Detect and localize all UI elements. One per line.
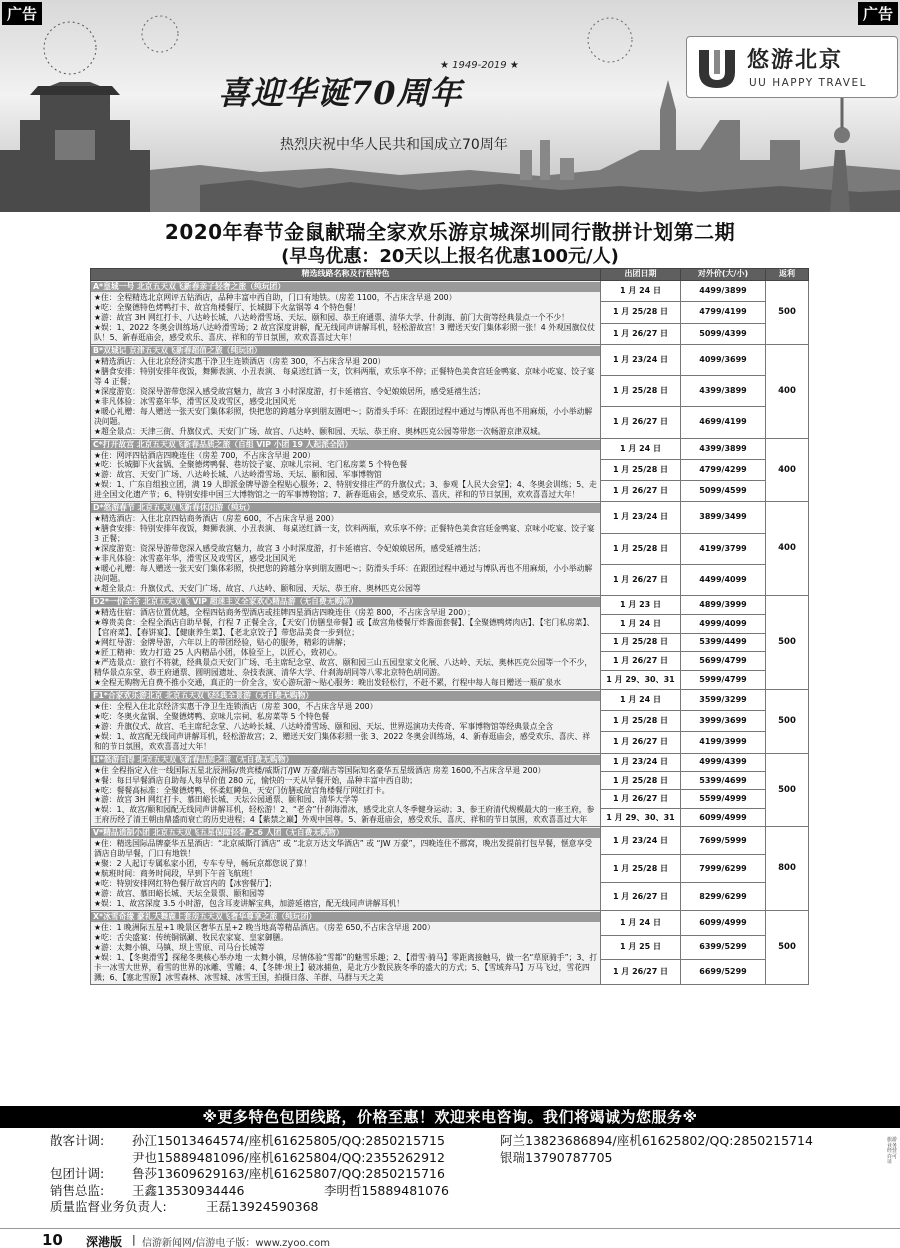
package-description [91, 502, 601, 596]
page-footer [0, 1228, 900, 1248]
footer-separator: | [132, 1233, 136, 1246]
departure-date: 1 月 26/27 日 [601, 790, 681, 808]
departure-date: 1 月 25/28 日 [601, 633, 681, 652]
departure-date: 1 月 23/24 日 [601, 753, 681, 771]
package-feature-line: ★超全景点：天津三街、升旗仪式、天安门广场、故宫、八达岭、颐和园、天坛、恭王府、奥林匹克公园等带您一次畅游京津双城。 [94, 426, 546, 436]
ad-label-left: 广告 [2, 2, 42, 25]
table-row [91, 689, 809, 710]
package-feature-line: ★住：全程精选北京网评五钻酒店，品种丰富中西自助，门口有地铁。（房差 1100，不占床含早退 200） [94, 292, 457, 302]
departure-date: 1 月 26/27 日 [601, 883, 681, 911]
departure-date: 1 月 26/27 日 [601, 481, 681, 502]
package-feature-line: ★吃：冬奥火盆锅、全聚德烤鸭、京味儿宗祠、私房菜等 5 个特色餐 [94, 711, 330, 721]
departure-date: 1 月 24 日 [601, 438, 681, 459]
package-feature-line: ★聚：2 人起订专属私家小团，专车专导，畅玩京都您说了算！ [94, 859, 312, 869]
contact-entry: 尹也15889481096/座机61625804/QQ:2355262912 [132, 1149, 445, 1165]
package-feature-line: ★住：网评四钻酒店四晚连住（房差 700，不占床含早退 200） [94, 450, 316, 460]
package-feature-line: ★网红导游：金牌导游，六年以上的带团经验，贴心的服务，精彩的讲解； [94, 637, 351, 647]
contact-entry: 王磊13924590368 [206, 1199, 319, 1215]
package-feature-line: ★精选酒店：入住北京四钻商务酒店（房差 600，不占床含早退 200） [94, 514, 339, 524]
package-name: D*悠游春节 北京五天双飞新春休闲游（纯玩） [91, 503, 600, 513]
departure-date: 1 月 29、30、31 [601, 671, 681, 690]
departure-price: 4999/4399 [681, 753, 766, 771]
table-row [91, 911, 809, 936]
celebration-banner [0, 0, 900, 212]
early-bird-subtitle: (早鸟优惠：20天以上报名优惠100元/人) [281, 246, 619, 267]
departure-date: 1 月 26/27 日 [601, 323, 681, 344]
departure-price: 5399/4699 [681, 772, 766, 790]
package-name: C*打开故宫 北京五天双飞新春品质之旅（自组 VIP 小团 19 人起派全陪） [91, 440, 600, 450]
package-name: X*冰雪奇缘 豪礼大舞鹿上套房五天双飞奢华尊享之旅（纯玩团） [91, 912, 600, 922]
rebate-amount: 500 [766, 596, 809, 690]
departure-date: 1 月 26/27 日 [601, 564, 681, 595]
package-feature-line: ★娱：1、故宫配无线同声讲解耳机，轻松游故宫；2、赠送天安门集体彩照一张 3、2022 冬奥会训练场，4、新春逛庙会，感受欢乐、喜庆、祥和的节日氛围，欢欢喜喜过大年！ [94, 731, 591, 751]
departure-price: 4199/3999 [681, 732, 766, 753]
package-feature-line: ★娱：1、故宫深度 3.5 小时游，包含耳麦讲解宝典，加游延禧宫，配无线同声讲解耳机！ [94, 899, 404, 909]
package-feature-line: ★吃：长城脚下火盆锅、全聚德烤鸭餐、巷坊饺子宴、京味儿宗祠、宅门私房菜 5 个特色餐 [94, 460, 408, 470]
rebate-amount: 400 [766, 344, 809, 438]
package-feature-line: ★游：故宫 3H 网红打卡、八达岭长城、八达岭滑雪场、天坛、颐和园、恭王府通票、清华大学、什刹海、前门大街等经典景点一个不少！ [94, 312, 569, 322]
slogan-years: ★ 1949-2019 ★ [440, 60, 519, 71]
package-feature-line: ★吃：特别安排网红特色餐厅故宫内的【冰窖餐厅】； [94, 879, 277, 889]
package-name: H*悠游自得 北京五天双飞新春品质之旅（无自费无购物） [91, 755, 600, 765]
header-price: 对外价(大/小) [681, 269, 766, 281]
departure-date: 1 月 26/27 日 [601, 652, 681, 671]
rebate-amount: 400 [766, 502, 809, 596]
package-name: F1*合家欢乐游北京 北京五天双飞经典全景游（无自费无购物） [91, 691, 600, 701]
rebate-amount: 500 [766, 689, 809, 753]
rebate-amount: 800 [766, 827, 809, 911]
rebate-amount: 500 [766, 281, 809, 345]
package-name: D2*一价全含 北京五天双飞 VIP 超迷主义全家欢心精品游（无自费无购物） [91, 597, 600, 607]
departure-date: 1 月 25/28 日 [601, 459, 681, 480]
package-description [91, 827, 601, 911]
package-feature-line: ★膳食安排：特别安排年夜饭，舞狮表演、小丑表演、 每桌送红酒一支，饮料两瓶，欢乐享不停；正餐特色美食宫廷金鸭宴、京味小吃宴、饺子宴 3 正餐； [94, 524, 595, 544]
departure-price: 4199/3799 [681, 533, 766, 564]
package-feature-line: ★住：全程入住北京经济实惠干净卫生连锁酒店（房差 300，不占床含早退 200） [94, 701, 378, 711]
departure-price: 4799/4199 [681, 302, 766, 323]
departure-price: 6699/5299 [681, 960, 766, 985]
departure-price: 4699/4199 [681, 407, 766, 438]
departure-price: 4499/3899 [681, 281, 766, 302]
package-feature-line: ★全程无购物无自费不推小交通，真正的一价全含，安心游玩游～贴心服务：晚出发轻松行，不赶不累，行程中每人每日赠送一瓶矿泉水 [94, 677, 561, 687]
package-feature-line: ★严选景点：旅行不将就，经典景点天安门广场、毛主席纪念堂、故宫、颐和园三山五园皇家文化展、八达岭、天坛、奥林匹克公园等一个不少，精华景点东堂、恭王府通票、圆明园遗址、杂技表演、清华大学、什刹海胡同等八零北京特色胡同游。 [94, 657, 593, 677]
departure-price: 4799/4299 [681, 459, 766, 480]
package-feature-line: ★游：故宫、天安门广场、八达岭长城、八达岭滑雪场、天坛、颐和园、军事博物馆 [94, 470, 382, 480]
contact-entry: 阿兰13823686894/座机61625802/QQ:2850215714 [500, 1133, 813, 1148]
package-feature-line: ★游：升旗仪式、故宫、毛主席纪念堂、八达岭长城、八达岭滑雪场、颐和园、天坛、世界巡演功夫传奇、军事博物馆等经典景点全含 [94, 721, 554, 731]
package-feature-line: ★娱：1、故宫/颐和园配无线同声讲解耳机，轻松游！2、“老舍”什刹海滑冰，感受北京人冬季健身运动；3、参王府清代规模最大的一座王府，参王府历经了清王朝由鼎盛而衰亡的历史进程；4【紫禁之巅】外观中国尊。5、新春逛庙会，感受欢乐、喜庆、祥和的节日氛围，欢欢喜喜过大年 [94, 805, 595, 825]
contact-entry: 王鑫13530934446 [132, 1182, 245, 1198]
departure-date: 1 月 25/28 日 [601, 855, 681, 883]
departure-price: 6099/4999 [681, 808, 766, 826]
departure-date: 1 月 23 日 [601, 596, 681, 615]
rebate-amount: 500 [766, 753, 809, 827]
package-feature-line: ★膳食安排：特别安排年夜饭，舞狮表演、小丑表演、 每桌送红酒一支，饮料两瓶，欢乐享不停；正餐特色美食宫廷金鸭宴、京味小吃宴、饺子宴等 4 正餐； [94, 366, 595, 386]
contact-entry: 李明哲15889481076 [324, 1182, 449, 1198]
departure-price: 3999/3699 [681, 711, 766, 732]
departure-price: 6399/5299 [681, 935, 766, 960]
package-description [91, 281, 601, 345]
departure-date: 1 月 26/27 日 [601, 407, 681, 438]
departure-date: 1 月 24 日 [601, 281, 681, 302]
departure-date: 1 月 24 日 [601, 689, 681, 710]
group-label: 包团计调: [50, 1166, 105, 1182]
package-feature-line: ★暖心礼赠：每人赠送一张天安门集体彩照，快把您的跨越分享到朋友圈吧～；防滑头手环：在跟团过程中通过与博队再也不用麻烦，小小举动解决问题。 [94, 564, 593, 584]
retail-label: 散客计调: [50, 1133, 105, 1148]
package-feature-line: ★吃：全聚德特色烤鸭打卡、故宫角楼餐厅、长城脚下火盆锅等 4 个特色餐！ [94, 302, 361, 312]
logo-chinese-name: 悠游北京 [747, 48, 844, 73]
departure-price: 5699/4799 [681, 652, 766, 671]
package-name: B*双城记 京津五天双飞新春超值之旅（纯玩团） [91, 346, 600, 356]
sales-label: 销售总监: [50, 1182, 105, 1198]
rebate-amount: 400 [766, 438, 809, 502]
departure-price: 4899/3999 [681, 596, 766, 615]
package-feature-line: ★航班时间：商务时间段，早到下午首飞航班！ [94, 869, 257, 879]
package-description [91, 438, 601, 502]
contact-entry: 孙江15013464574/座机61625805/QQ:2850215715 [132, 1133, 445, 1148]
package-feature-line: ★匠工精神：致力打造 25 人内精品小团，体验至上，以匠心，致初心。 [94, 647, 342, 657]
departure-price: 5599/4999 [681, 790, 766, 808]
departure-price: 3899/3499 [681, 502, 766, 533]
departure-date: 1 月 25/28 日 [601, 772, 681, 790]
departure-price: 4099/3699 [681, 344, 766, 375]
contact-entry: 银瑞13790787705 [500, 1149, 613, 1165]
package-feature-line: ★深度游览：资深导游带您深入感受故宫魅力，故宫 3 小时深度游，打卡延禧宫、令妃娘娘居所，感受延禧生活； [94, 386, 486, 396]
website-text: 信游新闻网/信游电子版：www.zyoo.com [142, 1238, 330, 1248]
table-row [91, 753, 809, 771]
table-header-row [91, 269, 809, 281]
departure-price: 6099/4999 [681, 911, 766, 936]
departure-date: 1 月 26/27 日 [601, 732, 681, 753]
table-row [91, 596, 809, 615]
package-description [91, 911, 601, 985]
uu-logo-icon [693, 44, 741, 92]
table-row [91, 502, 809, 533]
table-row [91, 281, 809, 302]
slogan-title: 喜迎华诞70周年 [218, 74, 463, 112]
package-name: A*皇城一号 北京五天双飞新春亲子轻奢之旅（纯玩团） [91, 282, 600, 292]
package-description [91, 344, 601, 438]
departure-date: 1 月 25/28 日 [601, 711, 681, 732]
departure-price: 5999/4799 [681, 671, 766, 690]
package-feature-line: ★深度游览：资深导游带您深入感受故宫魅力，故宫 3 小时深度游，打卡延禧宫、令妃娘娘居所，感受延禧生活； [94, 544, 486, 554]
package-name: V*精品逍制小团 北京五天双飞五星保障轻奢 2-6 人团（无自费无购物） [91, 828, 600, 838]
departure-price: 5399/4499 [681, 633, 766, 652]
package-feature-line: ★游：故宫、慕田峪长城、天坛全景票、颐和园等 [94, 889, 265, 899]
departure-price: 5099/4599 [681, 481, 766, 502]
departure-date: 1 月 23/24 日 [601, 344, 681, 375]
table-row [91, 438, 809, 459]
package-description [91, 753, 601, 827]
package-feature-line: ★暖心礼赠：每人赠送一张天安门集体彩照，快把您的跨越分享到朋友圈吧～；防滑头手环：在跟团过程中通过与博队再也不用麻烦，小小举动解决问题。 [94, 406, 593, 426]
table-row [91, 344, 809, 375]
departure-price: 5099/4399 [681, 323, 766, 344]
departure-date: 1 月 25/28 日 [601, 302, 681, 323]
package-feature-line: ★住：1 晚洲际五星+1 晚景区奢华五星+2 晚当地高等精品酒店。（房差 650,不占床含早退 200） [94, 923, 435, 933]
package-feature-line: ★游：太舞小镇、马镇、坝上雪原、司马台长城等 [94, 943, 265, 953]
package-feature-line: ★住：精选国际品牌豪华五星酒店：“北京威斯汀酒店” 或 “北京万达文华酒店” 或 “JW 万豪”，四晚连住不挪窝，晚出发提前打包早餐，惬意享受酒店自助早餐，门口有地铁！ [94, 839, 593, 859]
departure-date: 1 月 25 日 [601, 935, 681, 960]
departure-price: 4999/4099 [681, 614, 766, 633]
departure-date: 1 月 26/27 日 [601, 960, 681, 985]
header-date: 出团日期 [601, 269, 681, 281]
departure-date: 1 月 24 日 [601, 911, 681, 936]
package-feature-line: ★超全景点：升旗仪式、天安门广场、故宫、八达岭、颐和园、天坛、恭王府、奥林匹克公园等 [94, 584, 421, 594]
departure-date: 1 月 29、30、31 [601, 808, 681, 826]
package-feature-line: ★吃：餐餐高标准：全聚德烤鸭、怀柔虹鳟鱼、天安门仿膳或故宫角楼餐厅网红打卡。 [94, 785, 390, 795]
departure-price: 7999/6299 [681, 855, 766, 883]
package-feature-line: ★住 全程指定入住一线国际五星北辰洲际/贵宾楼/威斯汀/JW 万豪/瑞吉等国际知名豪华五星级酒店 房差 1600,不占床含早退 200） [94, 765, 546, 775]
page-title: 2020年春节金鼠献瑞全家欢乐游京城深圳同行散拼计划第二期 [164, 220, 736, 244]
header-route: 精选线路名称及行程特色 [91, 269, 601, 281]
package-feature-line: ★非凡体验：冰雪嘉年华，滑雪区及戏雪区，感受北国风光 [94, 554, 296, 564]
tour-schedule-table [90, 268, 809, 985]
departure-price: 7699/5999 [681, 827, 766, 855]
brand-logo [686, 36, 898, 98]
quality-label: 质量监督业务负责人: [50, 1199, 167, 1215]
package-feature-line: ★娱：1、广东自组独立团，满 19 人即派金牌导游全程贴心服务；2、特别安排庄严的升旗仪式；3、参观【人民大会堂】；4、冬奥会训练；5、走进全国文化遗产节；6、特别安排中国三大博物馆之一的军事博物馆；7、新春逛庙会，感受欢乐、喜庆、祥和的节日氛围，欢欢喜喜过大年！ [94, 480, 597, 500]
page-number: 10 [42, 1231, 63, 1248]
departure-date: 1 月 25/28 日 [601, 376, 681, 407]
slogan-subtitle: 热烈庆祝中华人民共和国成立70周年 [280, 137, 508, 153]
package-feature-line: ★吃：舌尖盛宴：传统铜锅涮、牧民农家宴、皇家御膳。 [94, 933, 289, 943]
license-side-note: 旅游业务经营许可证 [887, 1137, 898, 1165]
departure-date: 1 月 24 日 [601, 614, 681, 633]
departure-price: 8299/6299 [681, 883, 766, 911]
package-feature-line: ★精选住宿：酒店位置优越，全程四钻商务型酒店或挂牌四星酒店四晚连住（房差 800，不占床含早退 200）； [94, 608, 475, 618]
service-banner: ※更多特色包团线路，价格至惠！欢迎来电咨询。我们将竭诚为您服务※ [0, 1106, 900, 1128]
rebate-amount: 500 [766, 911, 809, 985]
departure-date: 1 月 25/28 日 [601, 533, 681, 564]
ad-label-right: 广告 [858, 2, 898, 25]
departure-date: 1 月 23/24 日 [601, 827, 681, 855]
departure-price: 4399/3899 [681, 438, 766, 459]
package-feature-line: ★精选酒店：入住北京经济实惠干净卫生连锁酒店（房差 300，不占床含早退 200） [94, 356, 386, 366]
package-feature-line: ★娱：1、【冬奥滑雪】探秘冬奥核心举办地 一太舞小镇，尽情体验“雪都”的魅雪乐趣；2、【滑雪·骑马】零距离接触马，做一名“草原骑手”；3、打卡一冰雪大世界，看雪的世界的冰雕、雪雕；4、【冬牌·坝上】破冰捕鱼，是北方少数民族冬季的盛大的方式；5、【雪域奔马】万马飞过，雪花四溅；6、【塞北雪原】冰雪森林、冰雪城、冰雪王国，拍摄日落、羊群、马群与天之美 [94, 953, 597, 982]
edition-name: 深港版 [86, 1235, 123, 1248]
departure-price: 3599/3299 [681, 689, 766, 710]
package-feature-line: ★非凡体验：冰雪嘉年华，滑雪区及戏雪区，感受北国风光 [94, 396, 296, 406]
contact-entry: 鲁莎13609629163/座机61625807/QQ:2850215716 [132, 1166, 445, 1182]
departure-price: 4499/4099 [681, 564, 766, 595]
tour-table-body [91, 281, 809, 985]
departure-date: 1 月 23/24 日 [601, 502, 681, 533]
package-feature-line: ★娱：1、2022 冬奥会训练场八达岭滑雪场；2 故宫深度讲解，配无线同声讲解耳机，轻松游故宫！3 赠送天安门集体彩照一张！4 外观国旗仪仗队！5、新春逛庙会，感受欢乐、喜庆、祥和的节日氛围，欢欢喜喜过大年！ [94, 322, 596, 342]
package-feature-line: ★尊贵美食：全程全酒店自助早餐，行程 7 正餐全含，【天安门仿膳皇帝餐】或【故宫角楼餐厅炸酱面套餐】、【全聚德鸭烤肉店】、【宅门私房菜】、【官府菜】、【春饼宴】、【健康养生菜】、【老北京饺子】带您品美食一步到位； [94, 618, 595, 637]
package-feature-line: ★游：故宫 3H 网红打卡、慕田峪长城、天坛公园通票、颐和园、清华大学等 [94, 795, 359, 805]
package-description [91, 596, 601, 690]
package-description [91, 689, 601, 753]
departure-price: 4399/3899 [681, 376, 766, 407]
header-rebate: 返利 [766, 269, 809, 281]
package-feature-line: ★餐：每日早餐酒店自助每人每早价值 280 元，愉快的一天从早餐开始，品种丰富中西自助； [94, 775, 418, 785]
table-row [91, 827, 809, 855]
logo-english-name: UU HAPPY TRAVEL [749, 77, 867, 89]
